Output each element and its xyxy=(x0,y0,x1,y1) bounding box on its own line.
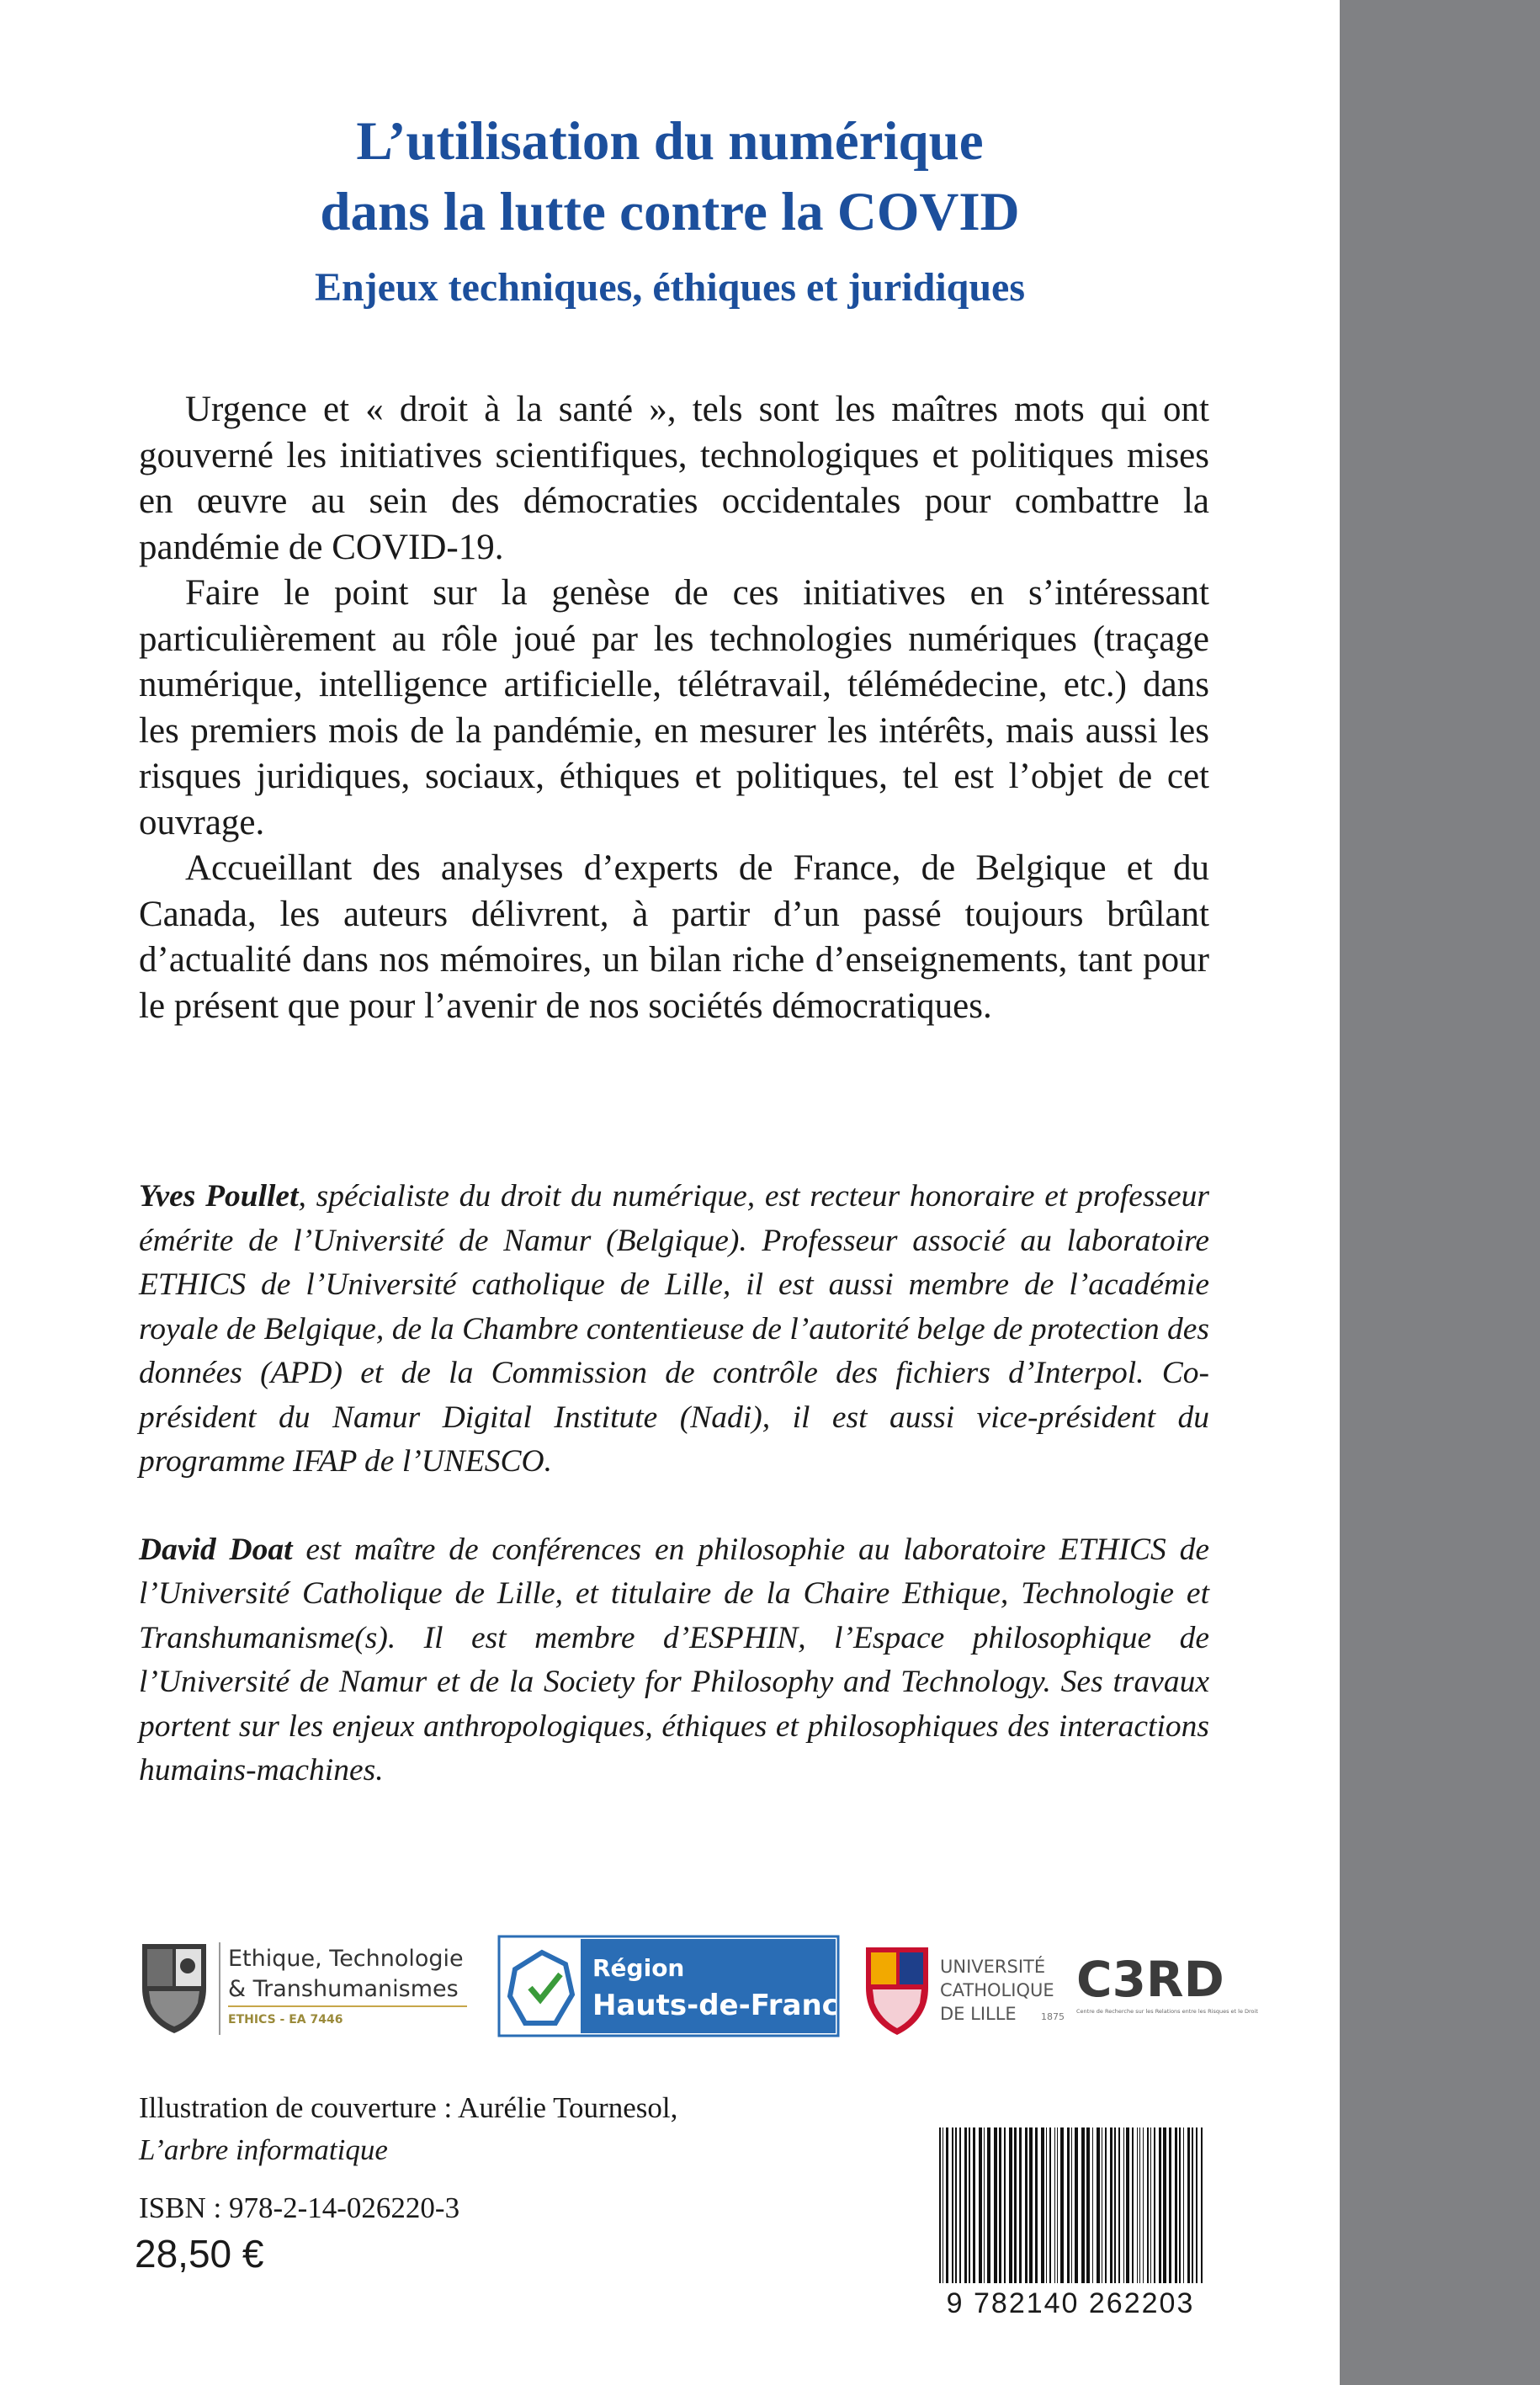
region-line1: Région xyxy=(592,1954,685,1982)
barcode-bar xyxy=(1105,2127,1107,2283)
c3rd-mark-icon xyxy=(1073,1936,1258,2037)
barcode-bar xyxy=(1183,2127,1184,2283)
barcode-bar xyxy=(987,2127,990,2283)
barcode-bar xyxy=(946,2127,948,2283)
barcode-bar xyxy=(1071,2127,1072,2283)
barcode-bar xyxy=(1081,2127,1085,2283)
isbn: ISBN : 978-2-14-026220-3 xyxy=(139,2191,460,2224)
barcode-bar xyxy=(959,2127,961,2283)
barcode-bar xyxy=(969,2127,970,2283)
barcode-bar xyxy=(1163,2127,1166,2283)
barcode-bar xyxy=(1029,2127,1033,2283)
ucl-line3: DE LILLE xyxy=(940,2004,1017,2024)
summary-paragraph-1: Urgence et « droit à la santé », tels sont les maîtres mots qui ont gouverné les initiatives scientifiques, technologiques et politiques mises en œuvre au sein des démocraties occidentales pour combattre la pandémie de COVID-19. xyxy=(139,390,1209,567)
barcode-bar xyxy=(1067,2127,1070,2283)
barcode-bars xyxy=(927,2121,1213,2285)
barcode-bar xyxy=(1114,2127,1116,2283)
title-line-1: L’utilisation du numérique xyxy=(356,111,984,172)
summary-paragraph-3: Accueillant des analyses d’experts de France, de Belgique et du Canada, les auteurs délivrent, à partir d’un passé toujours brûlant d’actualité dans nos mémoires, un bilan riche d’enseignements, tant pour le présent que pour l’avenir de nos sociétés démocratiques. xyxy=(139,848,1209,1026)
ucl-line2: CATHOLIQUE xyxy=(940,1980,1054,2000)
author-1-text: , spécialiste du droit du numérique, est recteur honoraire et professeur émérite de l’Université de Namur (Belgique). Professeur associé au laboratoire ETHICS de l’Université catholique de Lille, il est aussi membre de l’académie royale de Belgique, de la Chambre contentieuse de l’autorité belge de protection des données (APD) et de la Commission de contrôle des fichiers d’Interpol. Co-président du Namur Digital Institute (Nadi), il est aussi vice-président du programme IFAP de l’UNESCO. xyxy=(139,1179,1209,1479)
barcode-bar xyxy=(1196,2127,1197,2283)
ucl-year: 1875 xyxy=(1041,2011,1065,2022)
barcode-bar xyxy=(1057,2127,1058,2283)
barcode-bar xyxy=(973,2127,975,2283)
credits-work-title: L’arbre informatique xyxy=(139,2133,388,2166)
barcode-bar xyxy=(1175,2127,1177,2283)
ethics-shield-icon xyxy=(139,1936,471,2037)
barcode-bar xyxy=(1097,2127,1100,2283)
ethics-line1: Ethique, Technologie xyxy=(228,1946,464,1972)
barcode-bar xyxy=(1025,2127,1028,2283)
barcode-bar xyxy=(1201,2127,1203,2283)
barcode-bar xyxy=(999,2127,1001,2283)
subtitle: Enjeux techniques, éthiques et juridiques xyxy=(314,265,1026,310)
author-2-text: est maître de conférences en philosophie au laboratoire ETHICS de l’Université Catholique de Lille, et titulaire de la Chaire Ethique, Technologie et Transhumanisme(s). Il est membre d’ESPHIN, l’Espace philosophique de l’Université de Namur et de la Society for Philosophy and Technology. Ses travaux portent sur les enjeux anthropologiques, éthiques et philosophiques des interactions humains-machines. xyxy=(139,1532,1209,1787)
barcode-bar xyxy=(1123,2127,1124,2283)
ucl-logo xyxy=(863,1936,1073,2037)
barcode-bar xyxy=(1150,2127,1151,2283)
barcode-bar xyxy=(952,2127,953,2283)
barcode-bar xyxy=(1014,2127,1017,2283)
ethics-tag: ETHICS - EA 7446 xyxy=(228,2013,343,2026)
cover-credits xyxy=(139,2087,677,2171)
summary-paragraph-2: Faire le point sur la genèse de ces initiatives en s’intéressant particulièrement au rôle joué par les technologies numériques (traçage numérique, intelligence artificielle, télétravail, télémédecine, etc.) dans les premiers mois de la pandémie, en mesurer les intérêts, mais aussi les risques juridiques, sociaux, éthiques et politiques, tel est l’objet de cet ouvrage. xyxy=(139,573,1209,842)
c3rd-logo xyxy=(1073,1936,1258,2037)
barcode-bar xyxy=(1046,2127,1047,2283)
barcode-bar xyxy=(1086,2127,1090,2283)
region-line2: Hauts-de-France xyxy=(592,1989,858,2022)
barcode-bar xyxy=(1060,2127,1064,2283)
barcode-bar xyxy=(1154,2127,1155,2283)
region-logo xyxy=(498,1936,858,2037)
barcode-bar xyxy=(984,2127,985,2283)
ethics-logo xyxy=(139,1936,471,2037)
barcode-bar xyxy=(1054,2127,1055,2283)
barcode-bar xyxy=(1009,2127,1012,2283)
region-map-icon xyxy=(498,1936,858,2037)
barcode-bar xyxy=(1110,2127,1113,2283)
barcode-bar xyxy=(1132,2127,1134,2283)
barcode-bar xyxy=(994,2127,997,2283)
author-bio-2 xyxy=(139,1528,1209,1793)
barcode-bar xyxy=(939,2127,941,2283)
ethics-line2: & Transhumanismes xyxy=(228,1976,459,2002)
barcode-bar xyxy=(1126,2127,1129,2283)
barcode-bar xyxy=(1159,2127,1161,2283)
summary xyxy=(139,387,1209,1029)
author-1-name: Yves Poullet xyxy=(139,1179,299,1214)
barcode-bar xyxy=(1019,2127,1022,2283)
barcode-bar xyxy=(1137,2127,1138,2283)
barcode-bar xyxy=(1118,2127,1120,2283)
barcode-bar xyxy=(1041,2127,1044,2283)
barcode-bar xyxy=(1187,2127,1190,2283)
author-bio-1 xyxy=(139,1175,1209,1485)
ucl-line1: UNIVERSITÉ xyxy=(940,1957,1046,1977)
c3rd-mark: C3RD xyxy=(1076,1951,1224,2008)
barcode-bar xyxy=(1004,2127,1006,2283)
barcode xyxy=(927,2121,1213,2335)
title-line-2: dans la lutte contre la COVID xyxy=(320,182,1020,242)
author-bios xyxy=(139,1175,1209,1793)
barcode-bar xyxy=(1075,2127,1078,2283)
barcode-bar xyxy=(964,2127,967,2283)
ucl-shield-icon xyxy=(863,1936,1073,2037)
credits-line: Illustration de couverture : Aurélie Tournesol, xyxy=(139,2091,678,2124)
barcode-bar xyxy=(1179,2127,1181,2283)
barcode-bar xyxy=(979,2127,982,2283)
price: 28,50 € xyxy=(135,2232,264,2276)
barcode-bar xyxy=(1147,2127,1149,2283)
barcode-bar xyxy=(1192,2127,1193,2283)
barcode-bar xyxy=(1035,2127,1038,2283)
barcode-bar xyxy=(1049,2127,1051,2283)
barcode-bar xyxy=(955,2127,957,2283)
book-spine xyxy=(1340,0,1540,2385)
barcode-bar xyxy=(1169,2127,1171,2283)
c3rd-caption: Centre de Recherche sur les Relations entre les Risques et le Droit xyxy=(1076,2008,1258,2015)
barcode-bar xyxy=(1143,2127,1144,2283)
barcode-bar xyxy=(1092,2127,1093,2283)
barcode-bar xyxy=(1139,2127,1140,2283)
barcode-digits: 9 782140 262203 xyxy=(946,2287,1195,2319)
author-2-name: David Doat xyxy=(139,1532,293,1567)
